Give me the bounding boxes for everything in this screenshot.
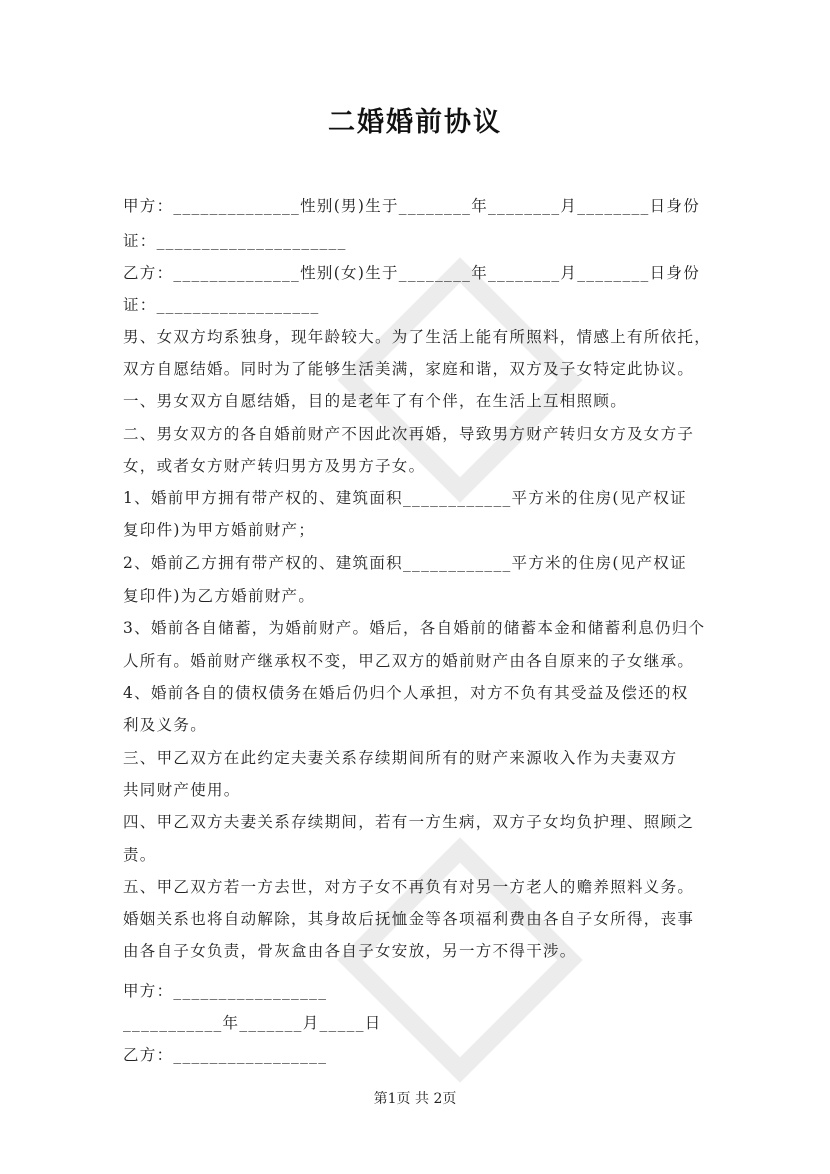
document-line: 一、男女双方自愿结婚，目的是老年了有个伴，在生活上互相照顾。 <box>123 392 628 410</box>
document-line: 责。 <box>123 846 157 864</box>
document-line: 证：__________________ <box>123 296 320 314</box>
document-line: 甲方：______________性别(男)生于________年________月________日身份 <box>123 197 700 215</box>
document-line: 1、婚前甲方拥有带产权的、建筑面积____________平方米的住房(见产权证 <box>123 489 687 507</box>
document-line: 利及义务。 <box>123 716 208 734</box>
page-number: 第1页 共 2页 <box>373 1091 457 1107</box>
document-line: 证：_____________________ <box>123 232 347 250</box>
document-line: 四、甲乙双方夫妻关系存续期间，若有一方生病，双方子女均负护理、照顾之 <box>123 813 695 831</box>
document-line: 2、婚前乙方拥有带产权的、建筑面积____________平方米的住房(见产权证 <box>123 554 687 572</box>
document-line: 3、婚前各自储蓄，为婚前财产。婚后，各自婚前的储蓄本金和储蓄利息仍归个 <box>123 619 706 637</box>
document-line: 人所有。婚前财产继承权不变，甲乙双方的婚前财产由各自原来的子女继承。 <box>123 652 695 670</box>
document-line: 乙方：_________________ <box>123 1046 328 1064</box>
document-line: 复印件)为乙方婚前财产。 <box>123 587 316 605</box>
watermark-graphic <box>330 250 590 1110</box>
document-line: 婚姻关系也将自动解除，其身故后抚恤金等各项福利费由各自子女所得，丧事 <box>123 910 695 928</box>
document-line: 三、甲乙双方在此约定夫妻关系存续期间所有的财产来源收入作为夫妻双方 <box>123 749 678 767</box>
document-line: ___________年_______月_____日 <box>123 1014 382 1032</box>
document-line: 二、男女双方的各自婚前财产不因此次再婚，导致男方财产转归女方及女方子 <box>123 425 695 443</box>
document-line: 复印件)为甲方婚前财产； <box>123 521 316 539</box>
document-title: 二婚婚前协议 <box>328 107 502 138</box>
document-line: 男、女双方均系独身，现年龄较大。为了生活上能有所照料，情感上有所依托， <box>123 328 712 346</box>
document-line: 双方自愿结婚。同时为了能够生活美满，家庭和谐，双方及子女特定此协议。 <box>123 360 695 378</box>
document-line: 由各自子女负责，骨灰盒由各自子女安放，另一方不得干涉。 <box>123 942 577 960</box>
document-line: 4、婚前各自的债权债务在婚后仍归个人承担，对方不负有其受益及偿还的权 <box>123 684 689 702</box>
document-line: 乙方：______________性别(女)生于________年________月________日身份 <box>123 264 700 282</box>
document-line: 共同财产使用。 <box>123 781 241 799</box>
document-line: 甲方：_________________ <box>123 982 328 1000</box>
document-line: 五、甲乙双方若一方去世，对方子女不再负有对另一方老人的赡养照料义务。 <box>123 878 695 896</box>
document-line: 女，或者女方财产转归男方及男方子女。 <box>123 457 426 475</box>
